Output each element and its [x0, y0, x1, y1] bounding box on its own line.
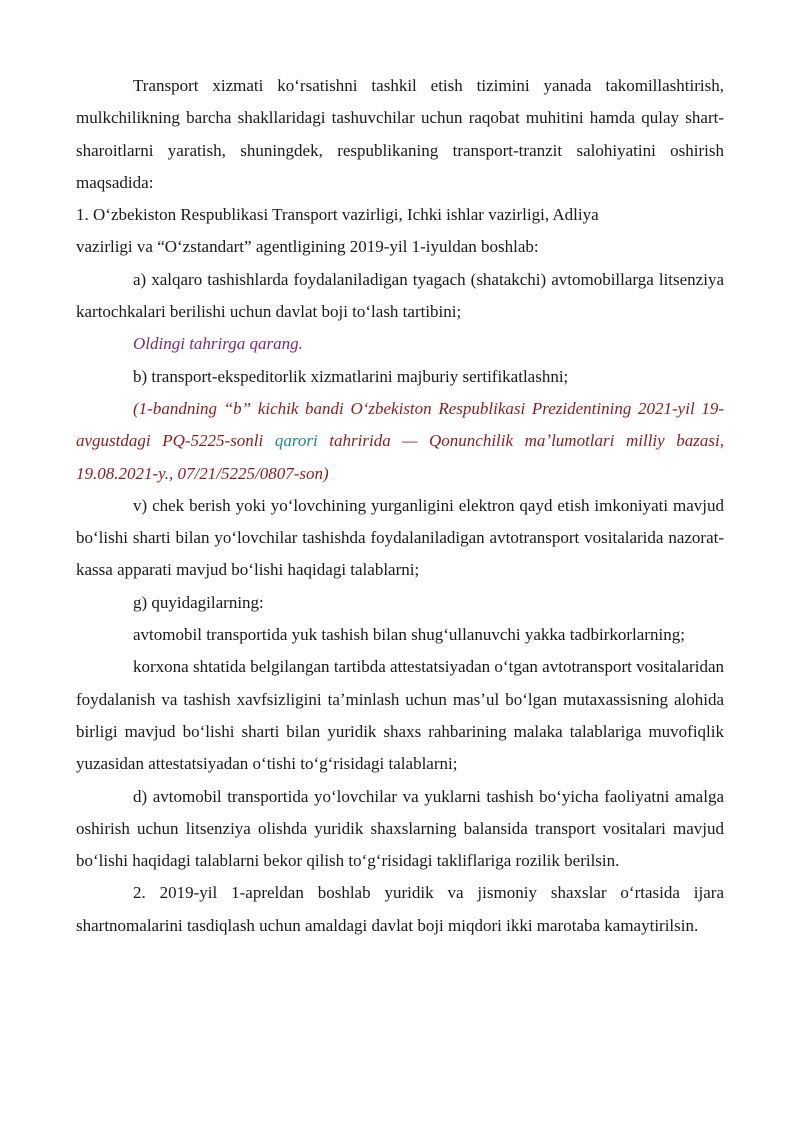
- item-1d-paragraph: d) avtomobil transportida yoʻlovchilar va yuklarni tashish boʻyicha faoliyatni amalga oshirish uchun litsenziya olishda yuridik shaxslarning balansida transport vositalari mavjud boʻlishi haqidagi talablarni bekor qilish toʻgʻrisidagi takliflariga rozilik berilsin.: [76, 786, 724, 871]
- item-1-line-2: vazirligi va “Oʻzstandart” agentligining 2019-yil 1-iyuldan boshlab:: [76, 237, 539, 257]
- item-1v-paragraph: v) chek berish yoki yoʻlovchining yurganligini elektron qayd etish imkoniyati mavjud boʻlishi sharti bilan yoʻlovchilar tashishda foydalaniladigan avtotransport vositalarida nazorat-kassa apparati mavjud boʻlishi haqidagi talablarni;: [76, 495, 724, 580]
- item-1-line-1: 1. Oʻzbekiston Respublikasi Transport vazirligi, Ichki ishlar vazirligi, Adliya: [76, 205, 599, 225]
- item-1g-subitem-2: korxona shtatida belgilangan tartibda attestatsiyadan oʻtgan avtotransport vositalaridan foydalanish va tashish xavfsizligini taʼminlash uchun masʼul boʻlgan mutaxassisning alohida birligi mavjud boʻlishi sharti bilan yuridik shaxs rahbarining malaka talablariga muvofiqlik yuzasidan attestatsiyadan oʻtishi toʻgʻrisidagi talablarni;: [76, 657, 724, 774]
- item-1g-paragraph: g) quyidagilarning:: [133, 592, 264, 612]
- item-1b-paragraph: b) transport-ekspeditorlik xizmatlarini majburiy sertifikatlashni;: [133, 366, 569, 386]
- previous-edition-link[interactable]: Oldingi tahrirga qarang.: [133, 334, 303, 354]
- item-1g-subitem-1: avtomobil transportida yuk tashish bilan shugʻullanuvchi yakka tadbirkorlarning;: [133, 625, 685, 645]
- item-2-paragraph: 2. 2019-yil 1-apreldan boshlab yuridik va jismoniy shaxslar oʻrtasida ijara shartnomalarini tasdiqlash uchun amaldagi davlat boji miqdori ikki marotaba kamaytirilsin.: [76, 883, 724, 935]
- amendment-note: [76, 393, 724, 490]
- document-body: [76, 70, 724, 942]
- decree-link[interactable]: qarori: [274, 431, 318, 451]
- preamble-paragraph: Transport xizmati koʻrsatishni tashkil etish tizimini yanada takomillashtirish, mulkchilikning barcha shakllaridagi tashuvchilar uchun raqobat muhitini hamda qulay shart-sharoitlarni yaratish, shuningdek, respublikaning transport-tranzit salohiyatini oshirish maqsadida:: [76, 76, 724, 192]
- previous-edition-paragraph: [76, 328, 724, 360]
- item-1a-paragraph: a) xalqaro tashishlarda foydalaniladigan tyagach (shatakchi) avtomobillarga litsenziya kartochkalari berilishi uchun davlat boji toʻlash tartibini;: [76, 269, 724, 322]
- amendment-note-text-after: tahririda — Qonunchilik maʼlumotlari milliy bazasi, 19.08.2021-y., 07/21/5225/0807-son): [76, 431, 724, 483]
- amendment-note-text-before: (1-bandning “b” kichik bandi Oʻzbekiston Respublikasi Prezidentining 2021-yil 19-avgustdagi PQ-5225-sonli: [76, 398, 724, 451]
